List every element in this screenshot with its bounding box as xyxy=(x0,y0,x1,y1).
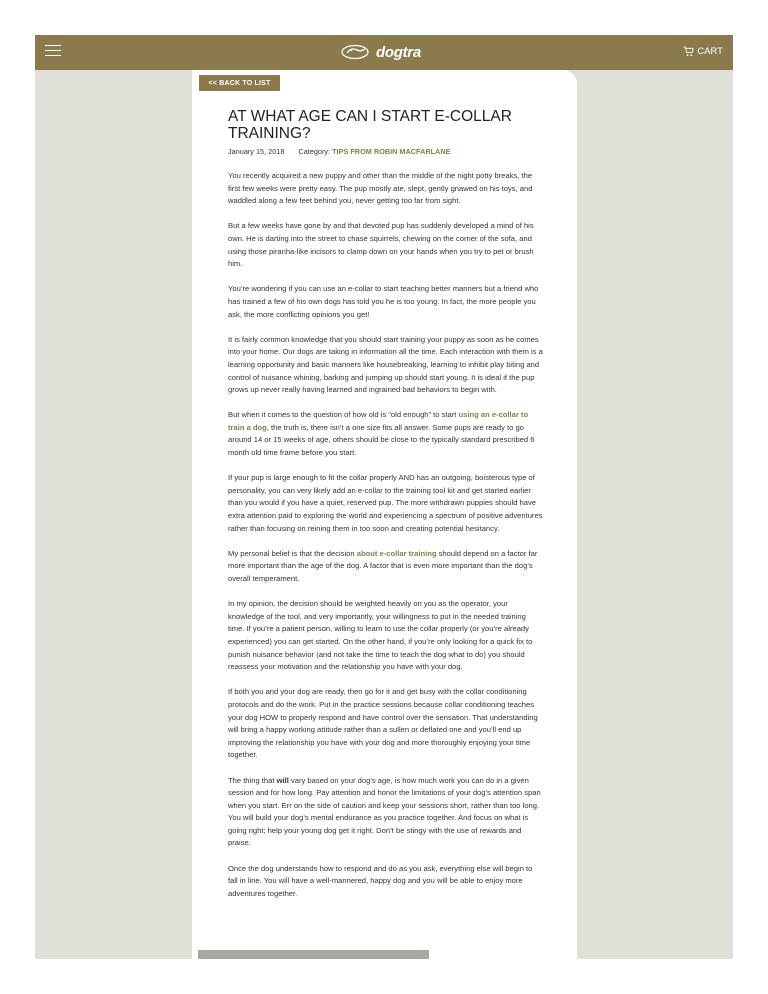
paragraph-3: You’re wondering if you can use an e-collar to start teaching better manners but a friend who has trained a few of his own dogs has told you he is too young. In fact, the more people you ask, the more conflicting opinions you get! xyxy=(228,284,539,319)
e-collar-training-link[interactable]: using an e-collar to train a dog xyxy=(228,410,529,432)
paragraph-6: If your pup is large enough to fit the collar properly AND has an outgoing, boisterous type of personality, you can very likely add an e-collar to the training tool kit and get started earlier than you would if you have a quiet, reserved pup. The more withdrawn puppies should have extra attention paid to exploring the world and experiencing a spectrum of positive adventures rather than focusing on reining them in too soon and creating potential hesitancy. xyxy=(228,473,543,533)
paragraph-10: The thing that will vary based on your dog’s age, is how much work you can do in a given session and for how long. Pay attention and honor the limitations of your dog’s attention span when you start. Err on the side of caution and keep your sessions short, rather than too long. You will build your dog’s mental endurance as you practice together. And focus on what is going right; help your young dog get it right. Don’t be stingy with the use of rewards and praise. xyxy=(228,775,541,848)
article-title: AT WHAT AGE CAN I START E-COLLAR TRAINING? xyxy=(228,108,512,142)
paragraph-11: Once the dog understands how to respond and do as you ask, everything else will begin to fall in line. You will have a well-mannered, happy dog and you will be able to enjoy more adventures together. xyxy=(228,863,533,898)
dogtra-logo[interactable] xyxy=(340,41,435,63)
article-body xyxy=(228,170,543,900)
article-meta xyxy=(228,147,543,156)
article-date: January 15, 2018 xyxy=(228,147,285,156)
paragraph-1: You recently acquired a new puppy and other than the middle of the night potty breaks, the first few weeks were pretty easy. The pup mostly ate, slept, gently gnawed on his toys, and waddled along a few feet behind you, never getting too far from sight. xyxy=(228,171,533,206)
article-card xyxy=(192,70,577,959)
category-label: Category: xyxy=(298,147,331,156)
top-navigation-bar xyxy=(35,35,733,70)
hamburger-menu-icon[interactable] xyxy=(45,45,61,59)
cart-label: CART xyxy=(697,46,723,57)
paragraph-2: But a few weeks have gone by and that devoted pup has suddenly developed a mind of his own. He is darting into the street to chase squirrels, chewing on the corner of the sofa, and using those piranha-like incisors to clamp down on your hands when you try to pet or brush him. xyxy=(228,221,534,269)
article-image xyxy=(198,950,429,959)
cart-icon xyxy=(683,46,694,57)
paragraph-8: In my opinion, the decision should be weighted heavily on you as the operator, your knowledge of the tool, and very importantly, your willingness to put in the needed training time. If you’re a patient person, willing to learn to use the collar properly (or you’re already experienced) you can get started. On the other hand, if you’re only looking for a quick fix to punish nuisance behavior (and not take the time to teach the dog what to do) you should reassess your motivation and the relationship you have with your dog. xyxy=(228,599,533,672)
article xyxy=(228,108,543,913)
paragraph-7: My personal belief is that the decision about e-collar training should depend on a factor far more important than the age of the dog. A factor that is even more important than the dog’s overall temperament. xyxy=(228,548,538,583)
paragraph-4: It is fairly common knowledge that you should start training your puppy as soon as he comes into your home. Our dogs are taking in information all the time. Each interaction with them is a learning opportunity and basic manners like housebreaking, learning to inhibit play biting and control of nuisance whining, barking and jumping up should start young. It is ideal if the pup grows up never really having learned and ingrained bad behaviors to begin with. xyxy=(228,334,543,395)
about-e-collar-training-link[interactable]: about e-collar training xyxy=(356,548,437,558)
page-viewport xyxy=(35,35,733,959)
cart-link[interactable] xyxy=(683,46,723,57)
paragraph-9: If both you and your dog are ready, then go for it and get busy with the collar conditioning protocols and do the work. Put in the practice sessions because collar conditioning teaches your dog HOW to properly respond and have control over the sensation. That understanding will bring a happy working attitude rather than a sullen or deflated one and you’ll end up improving the relationship you have with your dog and more thoroughly enjoying your time together. xyxy=(228,687,538,760)
category-link[interactable]: TIPS FROM ROBIN MACFARLANE xyxy=(332,147,451,156)
dog-logo-icon xyxy=(340,42,374,62)
logo-text: dogtra xyxy=(376,43,421,61)
back-to-list-button[interactable]: << BACK TO LIST xyxy=(199,75,280,91)
paragraph-5: But when it comes to the question of how old is “old enough” to start using an e-collar to train a dog, the truth is, there isn’t a one size fits all answer. Some pups are ready to go around 14 or 15 weeks of age, others should be close to the typically standard prescribed 6 month old time frame before you start. xyxy=(228,410,535,458)
